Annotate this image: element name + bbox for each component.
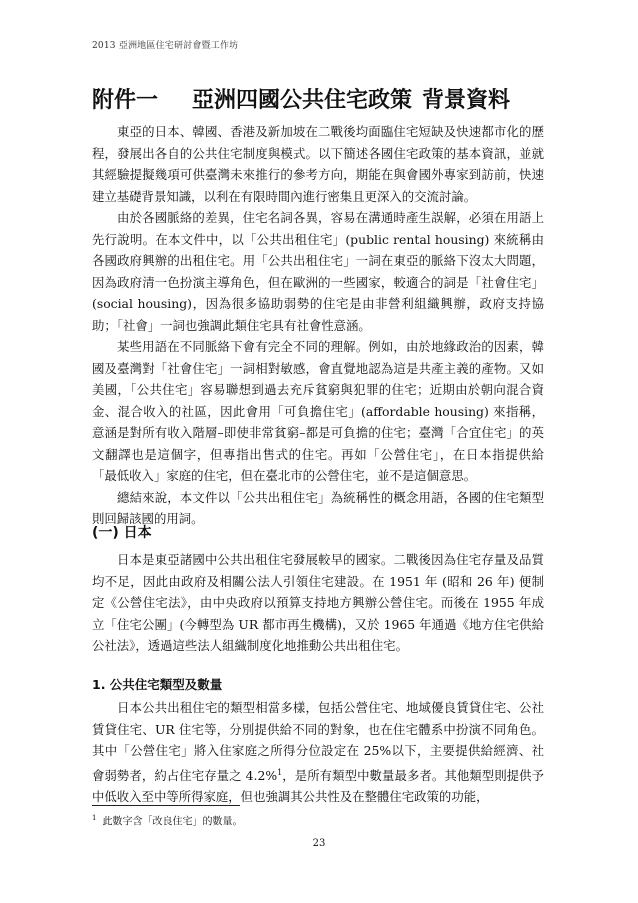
title-sub: 背景資料 — [422, 88, 511, 113]
intro-paragraph-4: 總結來說，本文件以「公共出租住宅」為統稱性的概念用語，各國的住宅類型則回歸該國的用詞。 — [92, 489, 544, 526]
running-header: 2013 亞洲地區住宅研討會暨工作坊 — [92, 41, 239, 51]
japan-paragraph: 日本是東亞諸國中公共出租住宅發展較早的國家。二戰後因為住宅存量及品質均不足，因此由政府及相關公法人引領住宅建設。在 1951 年 (昭和 26 年) 便制定《公營住宅法》，由中央政府以預算支持地方興辦公營住宅。而後在 1955 年成立「住宅公團」(今轉型為 UR 都市再生機構)，又於 1965 年通過《地方住宅供給公社法》，透過這些法人組織制度化地推動公共出租住宅。 — [92, 552, 544, 653]
footnote-marker: 1 — [92, 814, 97, 822]
footnote-divider — [92, 805, 240, 806]
appendix-label: 附件一 — [92, 88, 159, 113]
section-heading-japan: (一) 日本 — [92, 525, 152, 541]
title-main: 亞洲四國公共住宅政策 — [192, 88, 413, 113]
subsection-heading-types: 1. 公共住宅類型及數量 — [92, 677, 223, 692]
footnote-text: 此數字含「改良住宅」的數量。 — [102, 816, 243, 828]
intro-paragraph-2: 由於各國脈絡的差異，住宅名詞各異，容易在溝通時產生誤解，必須在用語上先行說明。在本文件中，以「公共出租住宅」(public rental housing) 來統稱由各國政府興辦的出租住宅。用「公共出租住宅」一詞在東亞的脈絡下沒太大問題，因為政府清一色扮演主導角色，但在歐洲的一些國家，較適合的詞是「社會住宅」(social housing)，因為很多協助弱勢的住宅是由非營利組織興辦，政府支持協助；「社會」一詞也強調此類住宅具有社會性意涵。 — [92, 210, 544, 333]
intro-section — [92, 121, 544, 530]
types-paragraph-text-1: 日本公共出租住宅的類型相當多樣，包括公營住宅、地域優良賃貸住宅、公社賃貸住宅、UR 住宅等，分別提供給不同的對象，也在住宅體系中扮演不同角色。其中「公營住宅」將入住家庭之所得分位設定在 25%以下，主要提供給經濟、社會弱勢者，約占住宅存量之 4.2% — [92, 700, 544, 783]
japan-section-body — [92, 549, 544, 657]
footnote-reference: 1 — [277, 767, 283, 777]
intro-paragraph-3: 某些用語在不同脈絡下會有完全不同的理解。例如，由於地緣政治的因素，韓國及臺灣對「社會住宅」一詞相對敏感，會直覺地認為這是共產主義的產物。又如美國，「公共住宅」容易聯想到過去充斥貧窮與犯罪的住宅；近期由於朝向混合資金、混合收入的社區，因此會用「可負擔住宅」(affordable housing) 來指稱，意涵是對所有收入階層–即使非常貧窮–都是可負擔的住宅；臺灣「合宜住宅」的英文翻譯也是這個字，但專指出售式的住宅。再如「公營住宅」，在日本指提供給「最低收入」家庭的住宅，但在臺北市的公營住宅，並不是這個意思。 — [92, 339, 544, 483]
intro-paragraph-1: 東亞的日本、韓國、香港及新加坡在二戰後均面臨住宅短缺及快速都市化的歷程，發展出各自的公共住宅制度與模式。以下簡述各國住宅政策的基本資訊，並就其經驗提擬幾項可供臺灣未來推行的參考方向，期能在與會國外專家到訪前，快速建立基礎背景知識，以利在有限時間內進行密集且更深入的交流討論。 — [92, 124, 544, 204]
document-title — [92, 86, 552, 116]
page-number: 23 — [312, 838, 326, 849]
types-paragraph-text-2: ，是所有類型中數量最多者。其他類型則提供予中低收入至中等所得家庭，但也強調其公共性及在整體住宅政策的功能， — [92, 767, 545, 805]
types-paragraph — [92, 697, 544, 808]
footnote — [92, 811, 242, 829]
types-section-body — [92, 697, 544, 808]
